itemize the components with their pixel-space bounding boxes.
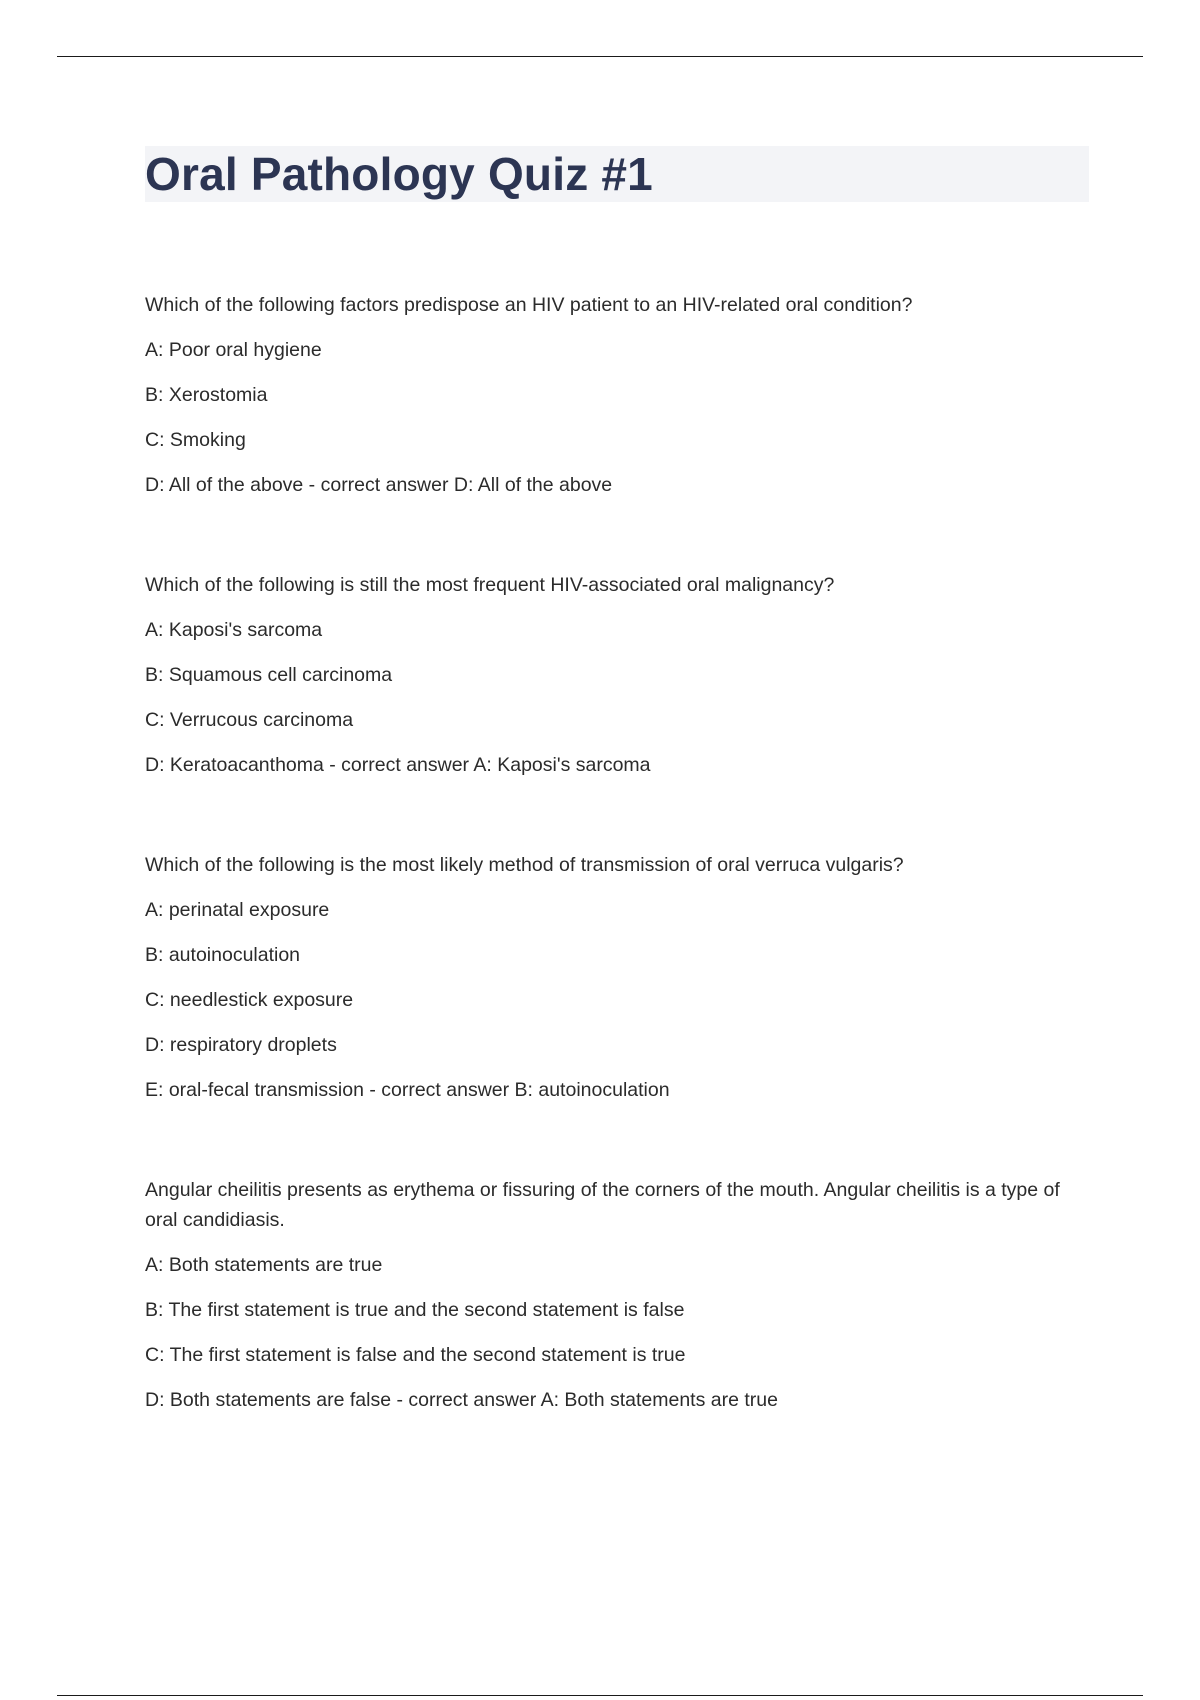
answer-option: C: needlestick exposure bbox=[145, 989, 354, 1011]
question-1 bbox=[145, 290, 1085, 500]
answer-option-with-key: D: Both statements are false - correct answer A: Both statements are true bbox=[145, 1389, 778, 1411]
question-text: Which of the following is the most likely method of transmission of oral verruca vulgaris? bbox=[145, 854, 904, 876]
quiz-content bbox=[145, 290, 1085, 1485]
question-text: Angular cheilitis presents as erythema or fissuring of the corners of the mouth. Angular cheilitis is a type of oral candidiasis. bbox=[145, 1179, 1060, 1231]
question-2 bbox=[145, 570, 1085, 780]
page-title: Oral Pathology Quiz #1 bbox=[145, 148, 653, 200]
answer-option: B: The first statement is true and the second statement is false bbox=[145, 1299, 685, 1321]
top-divider bbox=[57, 56, 1143, 57]
question-text: Which of the following factors predispose an HIV patient to an HIV-related oral condition? bbox=[145, 294, 913, 316]
answer-option: A: Poor oral hygiene bbox=[145, 339, 322, 361]
answer-option: A: Kaposi's sarcoma bbox=[145, 619, 323, 641]
bottom-divider bbox=[57, 1695, 1143, 1696]
answer-option: B: Squamous cell carcinoma bbox=[145, 664, 393, 686]
answer-option: B: autoinoculation bbox=[145, 944, 301, 966]
answer-option: A: perinatal exposure bbox=[145, 899, 330, 921]
answer-option: D: respiratory droplets bbox=[145, 1034, 337, 1056]
answer-option: C: Verrucous carcinoma bbox=[145, 709, 354, 731]
answer-option: C: The first statement is false and the second statement is true bbox=[145, 1344, 686, 1366]
answer-option: C: Smoking bbox=[145, 429, 246, 451]
question-3 bbox=[145, 850, 1085, 1105]
answer-option-with-key: D: Keratoacanthoma - correct answer A: Kaposi's sarcoma bbox=[145, 754, 651, 776]
answer-option-with-key: D: All of the above - correct answer D: All of the above bbox=[145, 474, 613, 496]
answer-option-with-key: E: oral-fecal transmission - correct answer B: autoinoculation bbox=[145, 1079, 670, 1101]
question-text: Which of the following is still the most frequent HIV-associated oral malignancy? bbox=[145, 574, 835, 596]
question-4 bbox=[145, 1175, 1085, 1415]
answer-option: A: Both statements are true bbox=[145, 1254, 383, 1276]
answer-option: B: Xerostomia bbox=[145, 384, 268, 406]
